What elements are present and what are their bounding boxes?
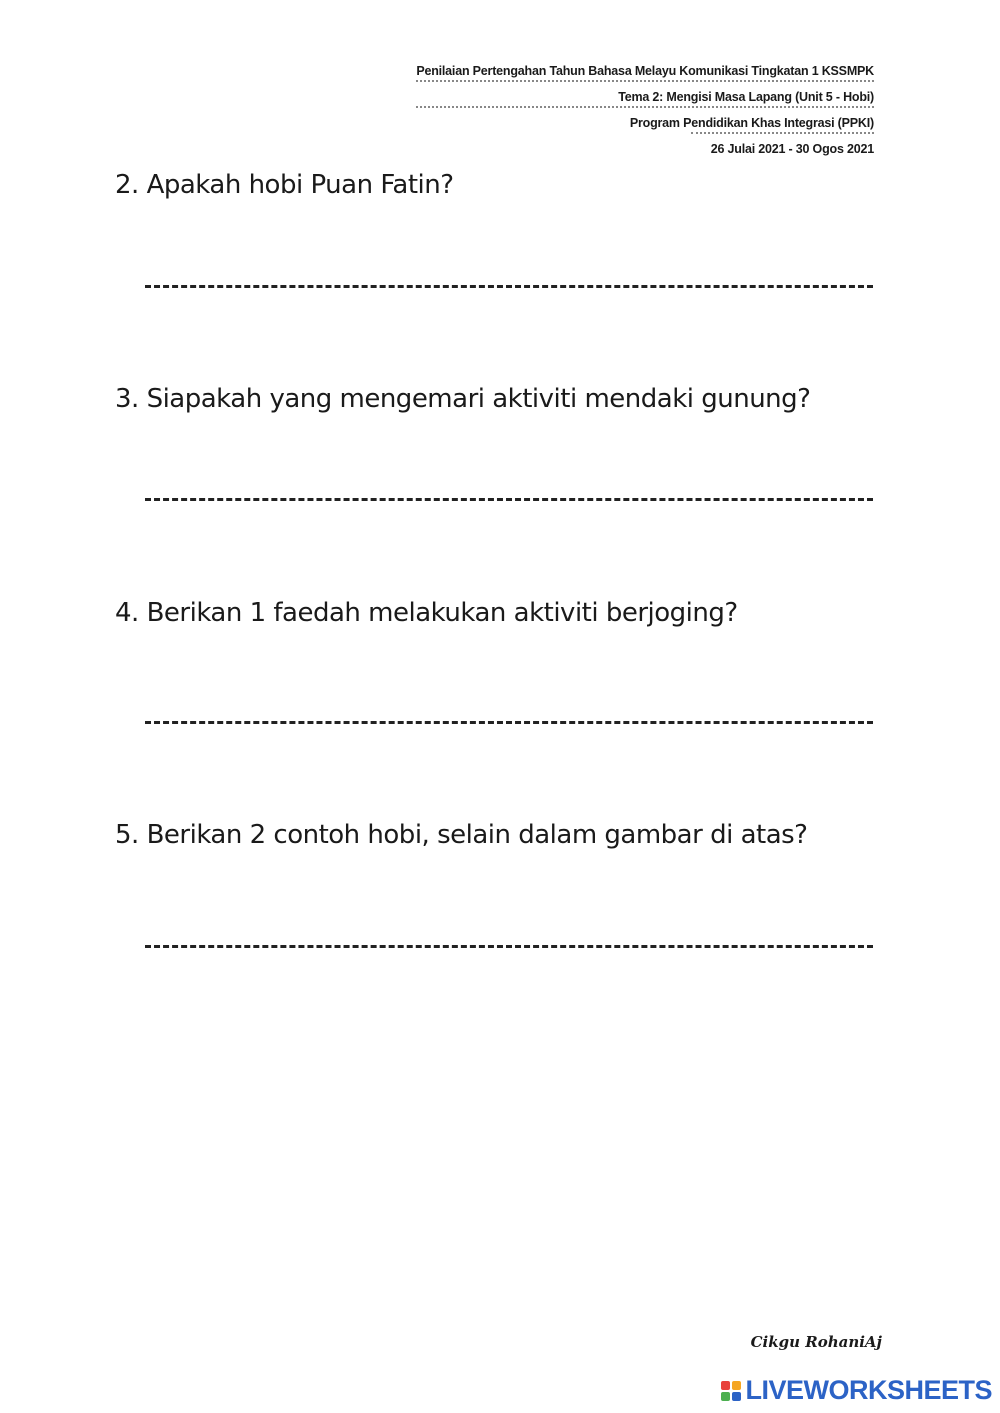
worksheet-header: [416, 58, 874, 162]
answer-line-2: [145, 285, 873, 288]
answer-line-3: [145, 498, 873, 501]
logo-square-2: [732, 1381, 741, 1390]
logo-square-1: [721, 1381, 730, 1390]
question-3: 3. Siapakah yang mengemari aktiviti mendaki gunung?: [115, 384, 811, 414]
logo-square-3: [721, 1392, 730, 1401]
liveworksheets-logo-icon: [721, 1381, 741, 1401]
liveworksheets-logo[interactable]: [721, 1375, 992, 1406]
header-theme: Tema 2: Mengisi Masa Lapang (Unit 5 - Hobi): [416, 84, 874, 110]
logo-square-4: [732, 1392, 741, 1401]
answer-line-5: [145, 945, 873, 948]
question-2: 2. Apakah hobi Puan Fatin?: [115, 170, 454, 200]
question-4: 4. Berikan 1 faedah melakukan aktiviti berjoging?: [115, 598, 738, 628]
header-program: Program Pendidikan Khas Integrasi (PPKI): [416, 110, 874, 136]
answer-field-2[interactable]: [145, 246, 877, 288]
answer-line-4: [145, 721, 873, 724]
teacher-signature: Cikgu RohaniAj: [750, 1333, 882, 1351]
header-exam-title: Penilaian Pertengahan Tahun Bahasa Melayu Komunikasi Tingkatan 1 KSSMPK: [416, 58, 874, 84]
answer-field-5[interactable]: [145, 906, 877, 948]
liveworksheets-logo-text: LIVEWORKSHEETS: [745, 1375, 992, 1405]
answer-field-4[interactable]: [145, 682, 877, 724]
header-date-range: 26 Julai 2021 - 30 Ogos 2021: [710, 142, 874, 156]
answer-field-3[interactable]: [145, 459, 877, 501]
question-5: 5. Berikan 2 contoh hobi, selain dalam gambar di atas?: [115, 820, 808, 850]
